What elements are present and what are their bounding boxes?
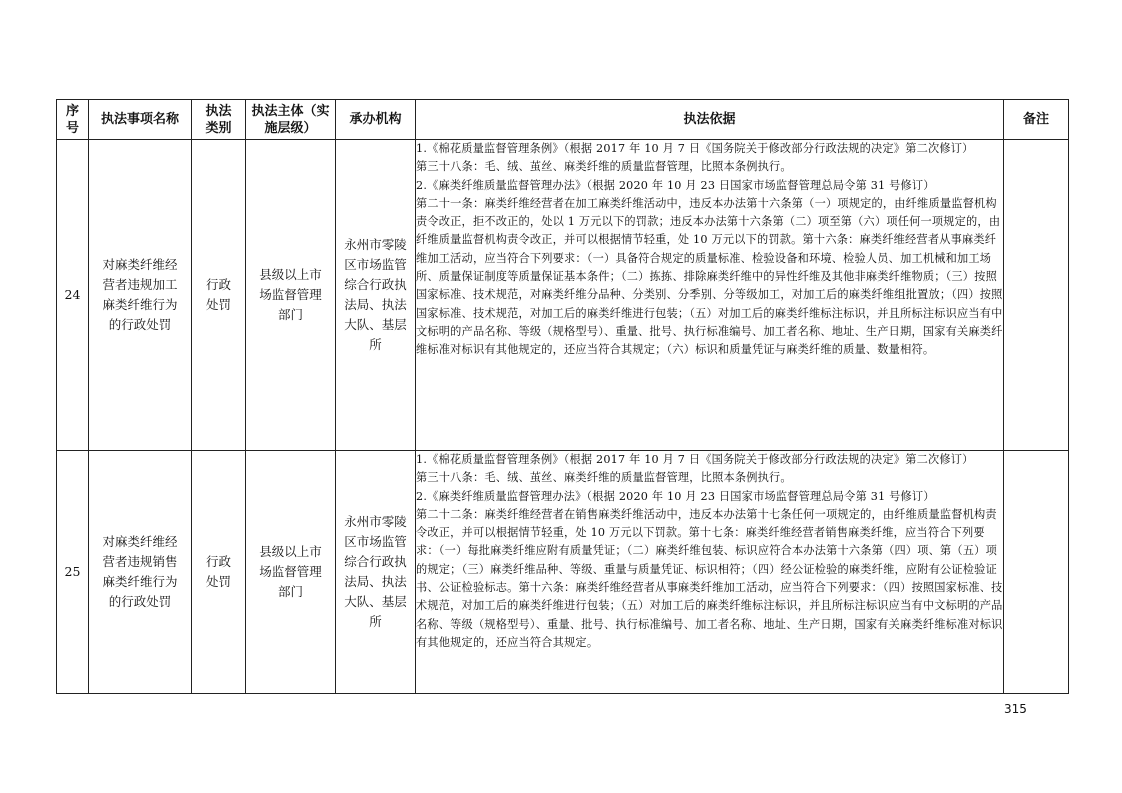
header-seq: 序号 [57, 100, 89, 140]
row-category: 行政处罚 [192, 451, 246, 694]
row-remark [1004, 451, 1069, 694]
row-basis [416, 451, 1004, 694]
header-agency: 承办机构 [336, 100, 416, 140]
header-basis: 执法依据 [416, 100, 1004, 140]
basis-paragraph: 2.《麻类纤维质量监督管理办法》（根据 2020 年 10 月 23 日国家市场监督管理总局令第 31 号修订） [416, 178, 935, 192]
basis-paragraph: 第二十二条：麻类纤维经营者在销售麻类纤维活动中，违反本办法第十七条任何一项规定的，由纤维质量监督机构责令改正，并可以根据情节轻重，处 10 万元以下罚款。第十七条：麻类纤维经营者销售麻类纤维，应当符合下列要求：（一）每批麻类纤维应附有质量凭证；（二）麻类纤维包装、标识应符合本办法第十六条第（四）项、第（五）项的规定；（三）麻类纤维品种、等级、重量与质量凭证、标识相符；（四）经公证检验的麻类纤维，应附有公证检验证书、公证检验标志。第十六条：麻类纤维经营者从事麻类纤维加工活动，应当符合下列要求：（四）按照国家标准、技术规范，对加工后的麻类纤维进行包装；（五）对加工后的麻类纤维标注标识，并且所标注标识应当有中文标明的产品名称、等级（规格型号）、重量、批号、执行标准编号、加工者名称、地址、生产日期，国家有关麻类纤维标准对标识有其他规定的，还应当符合其规定。 [416, 507, 1003, 649]
table-row [57, 451, 1069, 694]
row-subject: 县级以上市场监督管理部门 [246, 140, 336, 451]
row-item-name: 对麻类纤维经营者违规销售麻类纤维行为的行政处罚 [89, 451, 192, 694]
row-agency: 永州市零陵区市场监管综合行政执法局、执法大队、基层所 [336, 451, 416, 694]
row-seq: 25 [57, 451, 89, 694]
basis-paragraph: 1.《棉花质量监督管理条例》（根据 2017 年 10 月 7 日《国务院关于修改部分行政法规的决定》第二次修订） [416, 453, 974, 466]
row-category: 行政处罚 [192, 140, 246, 451]
row-agency: 永州市零陵区市场监管综合行政执法局、执法大队、基层所 [336, 140, 416, 451]
header-subject: 执法主体（实施层级） [246, 100, 336, 140]
row-basis [416, 140, 1004, 451]
row-seq: 24 [57, 140, 89, 451]
table-row [57, 140, 1069, 451]
basis-paragraph: 1.《棉花质量监督管理条例》（根据 2017 年 10 月 7 日《国务院关于修改部分行政法规的决定》第二次修订） [416, 142, 974, 155]
basis-paragraph: 第三十八条：毛、绒、茧丝、麻类纤维的质量监督管理，比照本条例执行。 [416, 471, 792, 485]
header-category: 执法类别 [192, 100, 246, 140]
enforcement-items-table [56, 99, 1069, 694]
basis-paragraph: 第二十一条：麻类纤维经营者在加工麻类纤维活动中，违反本办法第十六条第（一）项规定的，由纤维质量监督机构责令改正，拒不改正的，处以 1 万元以下的罚款；违反本办法第十六条第（二）项至第（六）项任何一项规定的，由纤维质量监督机构责令改正，并可以根据情节轻重，处 10 万元以下的罚款。第十六条：麻类纤维经营者从事麻类纤维加工活动，应当符合下列要求：（一）具备符合规定的质量标准、检验设备和环境、检验人员、加工机械和加工场所、质量保证制度等质量保证基本条件；（二）拣拣、排除麻类纤维中的异性纤维及其他非麻类纤维物质；（三）按照国家标准、技术规范，对麻类纤维分品种、分类别、分季别、分等级加工，对加工后的麻类纤维组批置放；（四）按照国家标准、技术规范，对加工后的麻类纤维进行包装；（五）对加工后的麻类纤维标注标识，并且所标注标识应当有中文标明的产品名称、等级（规格型号）、重量、批号、执行标准编号、加工者名称、地址、生产日期，国家有关麻类纤维标准对标识有其他规定的，还应当符合其规定；（六）标识和质量凭证与麻类纤维的质量、数量相符。 [416, 196, 1003, 357]
table-header-row [57, 100, 1069, 140]
header-item-name: 执法事项名称 [89, 100, 192, 140]
page-number: 315 [1004, 702, 1027, 716]
basis-paragraph: 2.《麻类纤维质量监督管理办法》（根据 2020 年 10 月 23 日国家市场监督管理总局令第 31 号修订） [416, 489, 935, 503]
row-item-name: 对麻类纤维经营者违规加工麻类纤维行为的行政处罚 [89, 140, 192, 451]
row-subject: 县级以上市场监督管理部门 [246, 451, 336, 694]
row-remark [1004, 140, 1069, 451]
basis-paragraph: 第三十八条：毛、绒、茧丝、麻类纤维的质量监督管理，比照本条例执行。 [416, 160, 792, 174]
header-remark: 备注 [1004, 100, 1069, 140]
